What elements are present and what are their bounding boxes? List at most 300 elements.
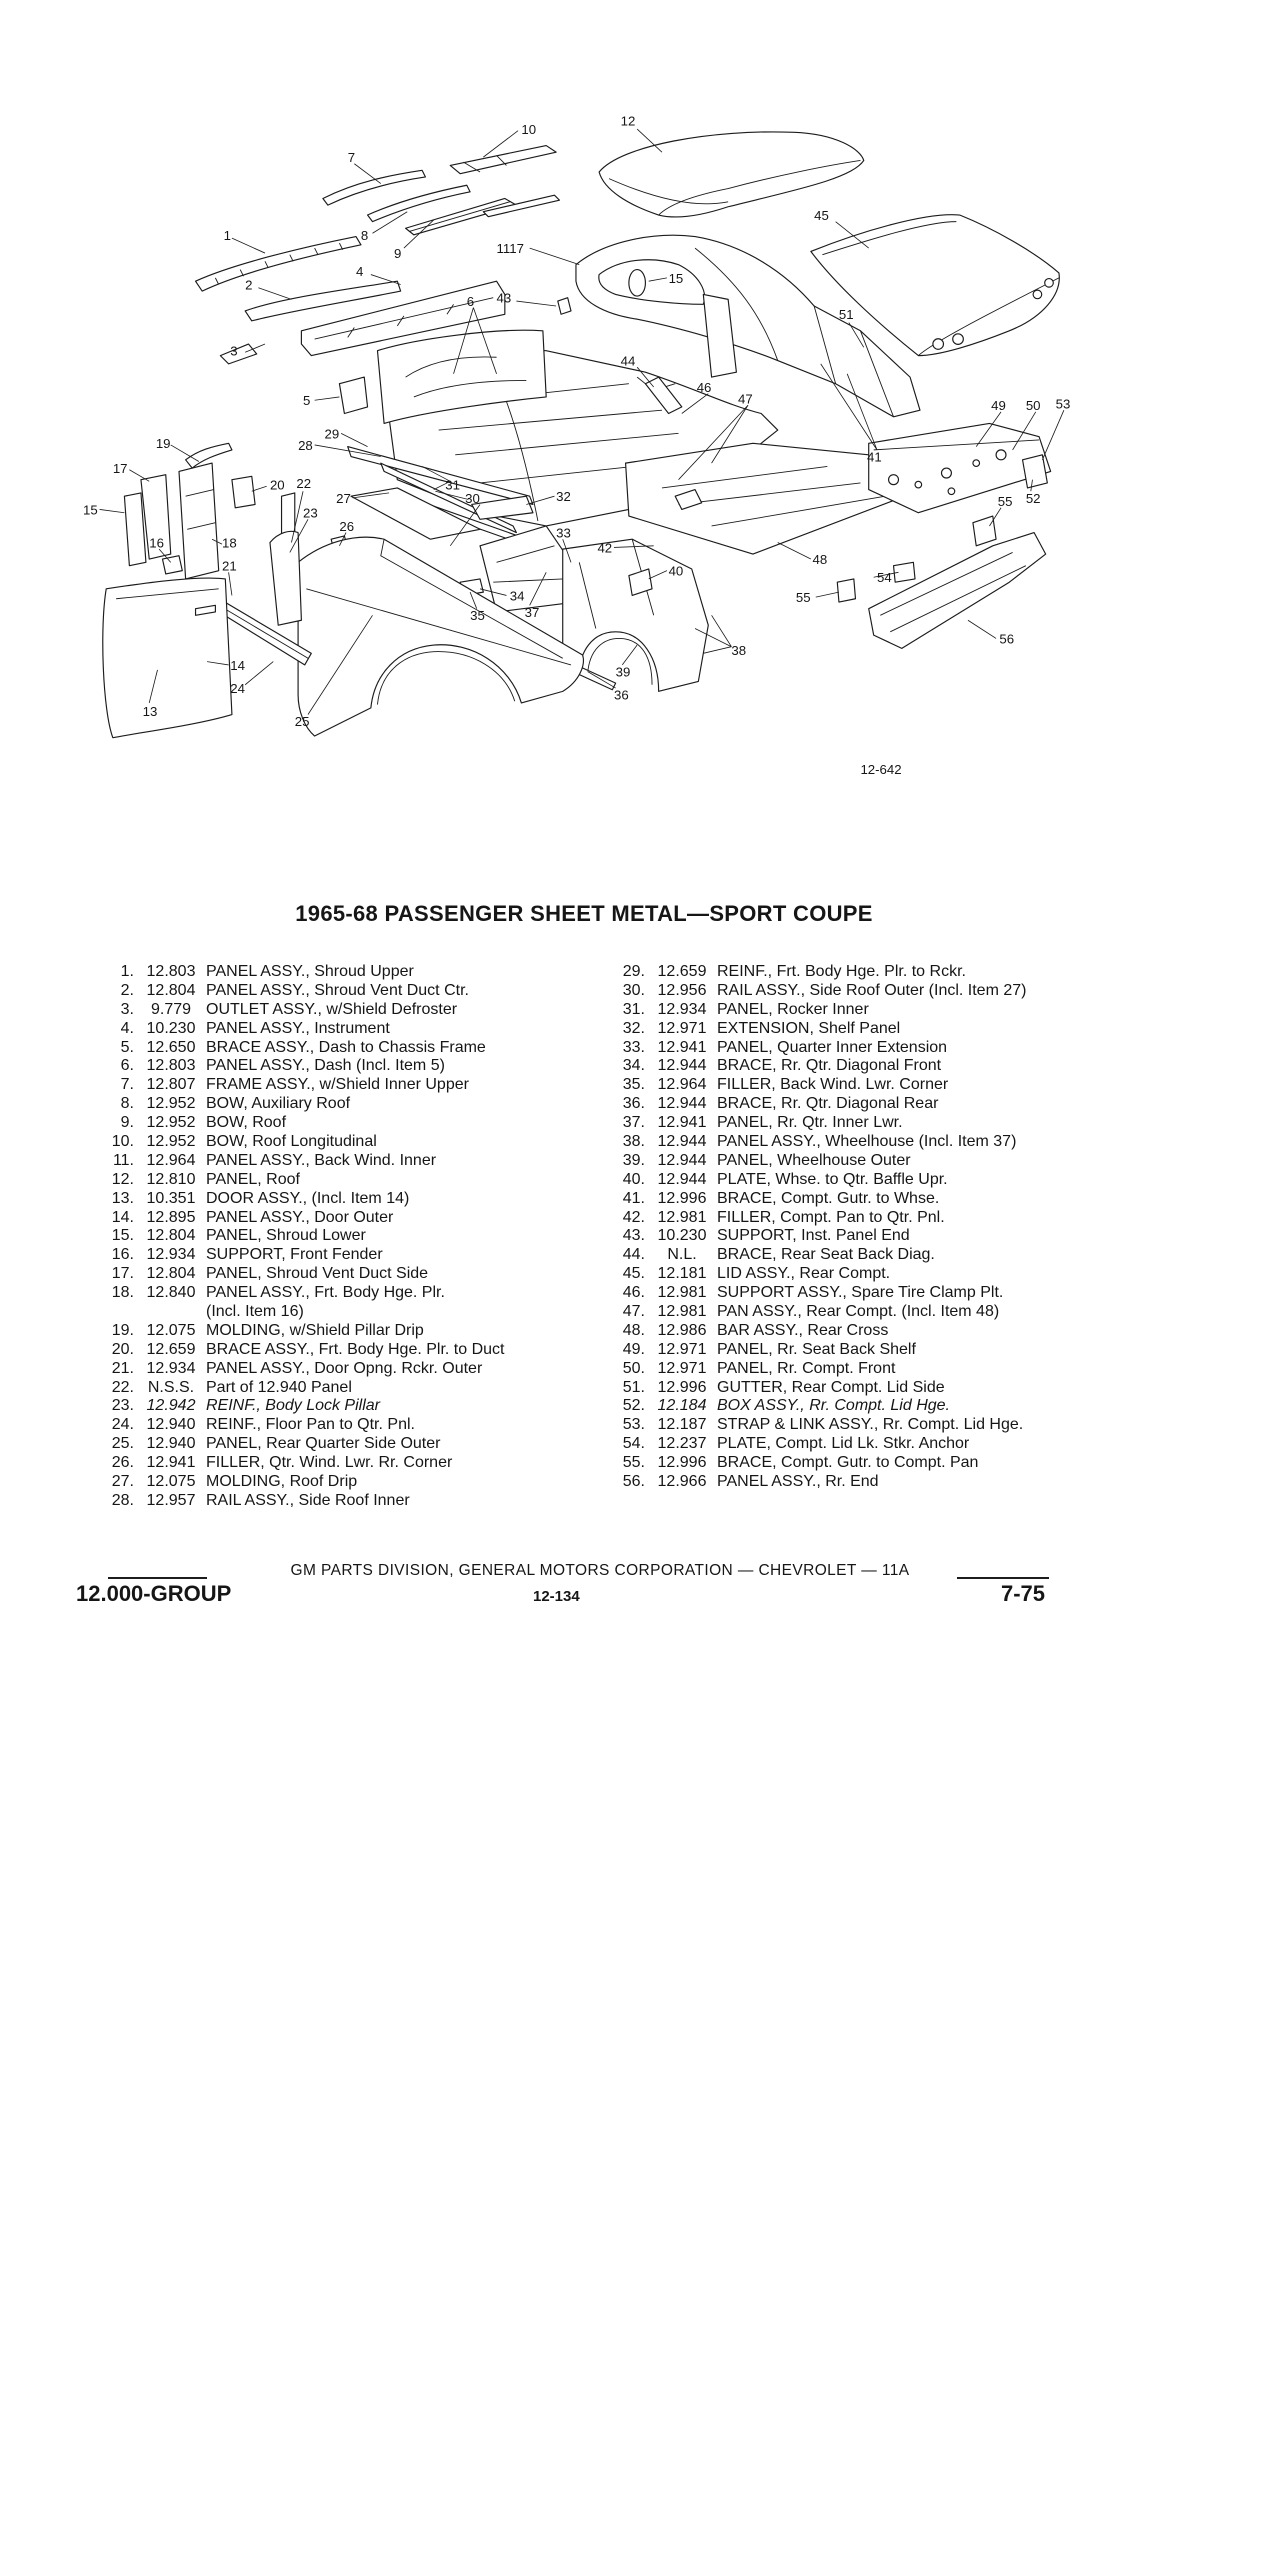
part-number: 12.804	[146, 981, 196, 999]
parts-list-row	[88, 1284, 505, 1303]
part-number: 12.986	[657, 1321, 707, 1339]
callout-52: 52	[1025, 490, 1041, 506]
part-description: RAIL ASSY., Side Roof Inner	[206, 1491, 410, 1509]
exploded-body-diagram	[0, 0, 1271, 827]
part-number: 12.964	[146, 1151, 196, 1169]
part-description: Part of 12.940 Panel	[206, 1378, 352, 1396]
item-number: 37.	[622, 1114, 645, 1132]
item-number: 31.	[622, 1000, 645, 1018]
part-description: FILLER, Compt. Pan to Qtr. Pnl.	[717, 1208, 945, 1226]
part-description: LID ASSY., Rear Compt.	[717, 1265, 891, 1283]
item-number: 27.	[111, 1473, 134, 1491]
item-number: 25.	[111, 1435, 134, 1453]
figure-id: 12-642	[860, 762, 902, 778]
callout-21: 21	[222, 558, 237, 574]
parts-list-row	[88, 1152, 505, 1171]
callout-35: 35	[470, 608, 485, 624]
item-number: 23.	[111, 1397, 134, 1415]
part-number: 10.230	[657, 1227, 707, 1245]
part-number: 12.996	[657, 1454, 707, 1472]
part-door-assembly	[103, 578, 232, 738]
parts-list-left-column	[88, 963, 505, 1511]
item-number: 17.	[111, 1265, 134, 1283]
part-number: 12.804	[146, 1227, 196, 1245]
parts-list-row	[599, 1133, 1026, 1152]
parts-list-row	[599, 963, 1026, 982]
part-description: BRACE ASSY., Dash to Chassis Frame	[206, 1038, 486, 1056]
part-number: 12.934	[146, 1359, 196, 1377]
part-description: PANEL ASSY., Back Wind. Inner	[206, 1151, 437, 1169]
callout-27: 27	[336, 490, 351, 506]
callout-25: 25	[294, 714, 310, 730]
callout-54: 54	[876, 570, 892, 586]
part-description: BAR ASSY., Rear Cross	[717, 1321, 889, 1339]
part-number: 12.966	[657, 1473, 707, 1491]
part-number: 10.230	[146, 1019, 196, 1037]
item-number: 22.	[111, 1378, 134, 1396]
part-number: 12.952	[146, 1133, 196, 1151]
part-number: 12.971	[657, 1019, 707, 1037]
part-number: 12.981	[657, 1284, 707, 1302]
item-number: 47.	[622, 1303, 645, 1321]
part-description: SUPPORT, Front Fender	[206, 1246, 383, 1264]
part-description: FILLER, Back Wind. Lwr. Corner	[717, 1076, 949, 1094]
parts-list-right-column	[599, 963, 1026, 1492]
part-description: PANEL, Shroud Vent Duct Side	[206, 1265, 429, 1283]
item-number: 38.	[622, 1133, 645, 1151]
part-description: PANEL, Rocker Inner	[717, 1000, 869, 1018]
item-number: 2.	[120, 981, 134, 999]
item-number: 16.	[111, 1246, 134, 1264]
parts-list-row	[88, 1190, 505, 1209]
callout-10: 10	[521, 121, 537, 137]
item-number: 41.	[622, 1189, 645, 1207]
callout-11-17: 1117	[496, 241, 525, 257]
callout-39: 39	[615, 664, 631, 680]
part-description-continued: (Incl. Item 16)	[206, 1303, 304, 1321]
item-number: 29.	[622, 963, 645, 980]
callout-9: 9	[394, 246, 402, 262]
part-description: PLATE, Compt. Lid Lk. Stkr. Anchor	[717, 1435, 970, 1453]
item-number: 53.	[622, 1416, 645, 1434]
part-number: 12.650	[146, 1038, 196, 1056]
callout-23: 23	[303, 505, 318, 521]
part-description: REINF., Floor Pan to Qtr. Pnl.	[206, 1416, 415, 1434]
callout-22: 22	[296, 475, 312, 491]
item-number: 8.	[120, 1095, 134, 1113]
item-number: 1.	[120, 963, 134, 980]
callout-28: 28	[298, 437, 313, 453]
callout-4: 4	[355, 264, 364, 280]
parts-list-row	[599, 1246, 1026, 1265]
parts-list-row	[599, 1171, 1026, 1190]
callout-29: 29	[324, 426, 340, 442]
part-number: 12.940	[146, 1416, 196, 1434]
part-number: 12.187	[657, 1416, 707, 1434]
parts-list-row	[599, 1057, 1026, 1076]
parts-list-row	[88, 1171, 505, 1190]
item-number: 45.	[622, 1265, 645, 1283]
part-number: 12.942	[146, 1397, 196, 1415]
parts-list-row	[88, 1397, 505, 1416]
part-description: STRAP & LINK ASSY., Rr. Compt. Lid Hge.	[717, 1416, 1024, 1434]
item-number: 5.	[120, 1038, 134, 1056]
part-description: BRACE, Compt. Gutr. to Whse.	[717, 1189, 940, 1207]
footer-rule-left	[108, 1577, 207, 1579]
callout-51: 51	[838, 307, 854, 323]
parts-list-row	[599, 1341, 1026, 1360]
item-number: 30.	[622, 981, 645, 999]
item-number: 26.	[111, 1454, 134, 1472]
parts-list-row	[88, 1454, 505, 1473]
part-number: 12.075	[146, 1321, 196, 1339]
part-description: PANEL, Quarter Inner Extension	[717, 1038, 948, 1056]
item-number: 36.	[622, 1095, 645, 1113]
item-number: 44.	[622, 1246, 645, 1264]
parts-list-row	[599, 1020, 1026, 1039]
item-number: 54.	[622, 1435, 645, 1453]
callout-32: 32	[556, 489, 571, 505]
part-description: EXTENSION, Shelf Panel	[717, 1019, 901, 1037]
callout-56: 56	[999, 631, 1015, 647]
item-number: 9.	[120, 1114, 134, 1132]
part-number: 12.956	[657, 981, 707, 999]
footer-division: GM PARTS DIVISION, GENERAL MOTORS CORPORATION — CHEVROLET — 11A	[290, 1562, 910, 1579]
part-number: 12.659	[657, 963, 707, 980]
part-number: 12.940	[146, 1435, 196, 1453]
item-number: 13.	[111, 1189, 134, 1207]
item-number: 49.	[622, 1340, 645, 1358]
item-number: 50.	[622, 1359, 645, 1377]
part-number: 12.934	[146, 1246, 196, 1264]
parts-list-row	[599, 1001, 1026, 1020]
parts-list-row	[88, 1473, 505, 1492]
callout-15-lower: 15	[83, 502, 98, 518]
callout-24: 24	[230, 681, 245, 697]
item-number: 18.	[111, 1284, 134, 1302]
parts-list-row	[599, 1473, 1026, 1492]
parts-list-row	[88, 1227, 505, 1246]
parts-list-row	[599, 1435, 1026, 1454]
part-description: PAN ASSY., Rear Compt. (Incl. Item 48)	[717, 1303, 1000, 1321]
part-number: 12.981	[657, 1208, 707, 1226]
parts-list-row	[599, 1322, 1026, 1341]
part-description: MOLDING, Roof Drip	[206, 1473, 358, 1491]
item-number: 39.	[622, 1151, 645, 1169]
part-description: BOX ASSY., Rr. Compt. Lid Hge.	[717, 1397, 950, 1415]
part-number: 12.944	[657, 1057, 707, 1075]
parts-list-row	[599, 982, 1026, 1001]
parts-list-row	[599, 1209, 1026, 1228]
callout-44: 44	[620, 353, 636, 369]
item-number: 28.	[111, 1491, 134, 1509]
part-description: PANEL ASSY., Instrument	[206, 1019, 390, 1037]
callout-47: 47	[738, 391, 753, 407]
parts-list-row	[599, 1397, 1026, 1416]
part-number: 10.351	[146, 1189, 196, 1207]
callout-36: 36	[613, 687, 629, 703]
parts-list-row	[599, 1454, 1026, 1473]
part-description: PANEL ASSY., Shroud Upper	[206, 963, 414, 980]
callout-12: 12	[620, 113, 636, 129]
parts-list-row	[88, 1001, 505, 1020]
parts-list-row	[599, 1152, 1026, 1171]
part-description: PANEL, Shroud Lower	[206, 1227, 366, 1245]
item-number: 20.	[111, 1340, 134, 1358]
part-description: PANEL ASSY., Wheelhouse (Incl. Item 37)	[717, 1133, 1017, 1151]
part-description: RAIL ASSY., Side Roof Outer (Incl. Item 27)	[717, 981, 1027, 999]
parts-list-row	[88, 1246, 505, 1265]
footer-group: 12.000-GROUP	[76, 1581, 232, 1606]
part-number: 12.941	[657, 1114, 707, 1132]
part-number: 12.957	[146, 1491, 196, 1509]
part-description: GUTTER, Rear Compt. Lid Side	[717, 1378, 945, 1396]
parts-list-row-continuation	[88, 1303, 505, 1322]
item-number: 7.	[120, 1076, 134, 1094]
callout-5: 5	[303, 393, 311, 409]
callout-20: 20	[269, 477, 285, 493]
part-description: PANEL ASSY., Door Outer	[206, 1208, 394, 1226]
part-number: 12.659	[146, 1340, 196, 1358]
callout-42: 42	[597, 540, 613, 556]
item-number: 21.	[111, 1359, 134, 1377]
part-number: 12.941	[146, 1454, 196, 1472]
callout-31: 31	[445, 477, 461, 493]
part-number: 12.810	[146, 1170, 196, 1188]
part-number: 12.944	[657, 1170, 707, 1188]
part-description: PANEL ASSY., Rr. End	[717, 1473, 879, 1491]
part-number: N.S.S.	[147, 1378, 195, 1396]
item-number: 43.	[622, 1227, 645, 1245]
part-description: BRACE, Compt. Gutr. to Compt. Pan	[717, 1454, 979, 1472]
part-description: REINF., Body Lock Pillar	[206, 1397, 380, 1415]
parts-list-row	[88, 1076, 505, 1095]
part-number: 12.803	[146, 963, 196, 980]
part-number: 12.964	[657, 1076, 707, 1094]
parts-list-row	[88, 1341, 505, 1360]
callout-2: 2	[245, 277, 253, 293]
parts-list-row	[599, 1076, 1026, 1095]
callout-19: 19	[155, 436, 171, 452]
part-description: PANEL, Rear Quarter Side Outer	[206, 1435, 441, 1453]
part-roof-panel	[599, 132, 864, 217]
part-description: PANEL ASSY., Dash (Incl. Item 5)	[206, 1057, 445, 1075]
item-number: 51.	[622, 1378, 645, 1396]
part-description: REINF., Frt. Body Hge. Plr. to Rckr.	[717, 963, 966, 980]
parts-list-row	[88, 1322, 505, 1341]
callout-26: 26	[339, 518, 355, 534]
callout-50: 50	[1025, 398, 1041, 414]
part-number: 12.075	[146, 1473, 196, 1491]
part-description: FILLER, Qtr. Wind. Lwr. Rr. Corner	[206, 1454, 453, 1472]
parts-list-row	[88, 1020, 505, 1039]
parts-list-row	[88, 1095, 505, 1114]
parts-list-row	[88, 982, 505, 1001]
item-number: 14.	[111, 1208, 134, 1226]
callout-34: 34	[509, 588, 525, 604]
part-description: SUPPORT, Inst. Panel End	[717, 1227, 910, 1245]
item-number: 46.	[622, 1284, 645, 1302]
item-number: 11.	[112, 1151, 134, 1169]
part-description: DOOR ASSY., (Incl. Item 14)	[206, 1189, 410, 1207]
parts-list-row	[88, 1114, 505, 1133]
part-description: PANEL, Rr. Qtr. Inner Lwr.	[717, 1114, 903, 1132]
callout-46: 46	[696, 379, 712, 395]
part-number: 12.807	[146, 1076, 196, 1094]
callout-37: 37	[524, 604, 540, 620]
callout-1: 1	[223, 227, 232, 243]
callout-40: 40	[668, 563, 684, 579]
part-description: PANEL, Wheelhouse Outer	[717, 1151, 911, 1169]
parts-list-row	[88, 1492, 505, 1511]
item-number: 48.	[622, 1321, 645, 1339]
part-number: 9.779	[150, 1000, 192, 1018]
parts-list-row	[599, 1379, 1026, 1398]
parts-list-row	[88, 1265, 505, 1284]
parts-list-row	[599, 1416, 1026, 1435]
part-number: 12.971	[657, 1340, 707, 1358]
footer-rule-right	[957, 1577, 1049, 1579]
callout-6: 6	[466, 293, 475, 309]
footer-page-number: 12-134	[533, 1588, 580, 1605]
item-number: 34.	[622, 1057, 645, 1075]
callout-3: 3	[230, 343, 238, 359]
part-description: FRAME ASSY., w/Shield Inner Upper	[206, 1076, 469, 1094]
part-number: 12.971	[657, 1359, 707, 1377]
callout-15-upper: 15	[668, 270, 684, 286]
callout-13: 13	[142, 704, 158, 720]
callout-17: 17	[112, 461, 128, 477]
part-number: 12.184	[657, 1397, 707, 1415]
parts-list-row	[88, 1416, 505, 1435]
part-roof-bows	[323, 146, 560, 235]
part-description: PANEL ASSY., Door Opng. Rckr. Outer	[206, 1359, 483, 1377]
callout-49: 49	[991, 398, 1006, 414]
parts-list-row	[88, 1039, 505, 1058]
part-description: PANEL ASSY., Shroud Vent Duct Ctr.	[206, 981, 469, 999]
part-number: 12.944	[657, 1095, 707, 1113]
part-number: 12.803	[146, 1057, 196, 1075]
item-number: 15.	[111, 1227, 134, 1245]
callout-55-lower: 55	[795, 590, 811, 606]
item-number: 3.	[120, 1000, 134, 1018]
part-number: 12.996	[657, 1378, 707, 1396]
item-number: 40.	[622, 1170, 645, 1188]
part-description: BRACE ASSY., Frt. Body Hge. Plr. to Duct	[206, 1340, 505, 1358]
part-number: 12.895	[146, 1208, 196, 1226]
callout-55-upper: 55	[997, 494, 1013, 510]
part-description: PANEL, Roof	[206, 1170, 300, 1188]
callout-41: 41	[867, 449, 882, 465]
item-number: 12.	[111, 1170, 134, 1188]
parts-list-row	[599, 1039, 1026, 1058]
callout-33: 33	[556, 525, 571, 541]
callout-48: 48	[812, 552, 828, 568]
part-description: PLATE, Whse. to Qtr. Baffle Upr.	[717, 1170, 948, 1188]
part-number: 12.944	[657, 1133, 707, 1151]
footer-date: 7-75	[1001, 1581, 1046, 1606]
part-number: 12.981	[657, 1303, 707, 1321]
part-number: 12.237	[657, 1435, 707, 1453]
part-rear-end-panel	[837, 516, 1045, 648]
callout-8: 8	[360, 227, 369, 243]
part-description: PANEL ASSY., Frt. Body Hge. Plr.	[206, 1284, 445, 1302]
item-number: 42.	[622, 1208, 645, 1226]
parts-list-row	[599, 1190, 1026, 1209]
part-number: 12.181	[657, 1265, 707, 1283]
parts-list-row	[88, 1209, 505, 1228]
part-number: 12.934	[657, 1000, 707, 1018]
callout-30: 30	[465, 490, 480, 506]
part-number: 12.996	[657, 1189, 707, 1207]
part-number: N.L.	[667, 1246, 697, 1264]
parts-list-row	[599, 1114, 1026, 1133]
callout-18: 18	[222, 535, 237, 551]
item-number: 52.	[622, 1397, 645, 1415]
page-title: 1965-68 PASSENGER SHEET METAL—SPORT COUPE	[295, 901, 873, 926]
part-number: 12.840	[146, 1284, 196, 1302]
part-number: 12.952	[146, 1114, 196, 1132]
part-description: BOW, Roof Longitudinal	[206, 1133, 377, 1151]
item-number: 10.	[111, 1133, 134, 1151]
callout-38: 38	[731, 642, 747, 658]
parts-list-row	[599, 1284, 1026, 1303]
item-number: 4.	[120, 1019, 134, 1037]
parts-list-row	[599, 1265, 1026, 1284]
parts-list-row	[88, 1133, 505, 1152]
part-description: BRACE, Rr. Qtr. Diagonal Front	[717, 1057, 942, 1075]
part-description: SUPPORT ASSY., Spare Tire Clamp Plt.	[717, 1284, 1004, 1302]
parts-list-row	[88, 1435, 505, 1454]
part-number: 12.944	[657, 1151, 707, 1169]
part-number: 12.952	[146, 1095, 196, 1113]
callout-7: 7	[347, 150, 356, 166]
part-description: MOLDING, w/Shield Pillar Drip	[206, 1321, 424, 1339]
item-number: 24.	[111, 1416, 134, 1434]
item-number: 32.	[622, 1019, 645, 1037]
part-description: OUTLET ASSY., w/Shield Defroster	[206, 1000, 458, 1018]
part-description: PANEL, Rr. Seat Back Shelf	[717, 1340, 916, 1358]
item-number: 56.	[622, 1473, 645, 1491]
parts-list-row	[88, 1360, 505, 1379]
callout-14: 14	[230, 657, 245, 673]
item-number: 19.	[111, 1321, 134, 1339]
part-number: 12.941	[657, 1038, 707, 1056]
item-number: 55.	[622, 1454, 645, 1472]
part-rear-seat-back-shelf	[869, 423, 1051, 512]
callout-45: 45	[814, 207, 829, 223]
item-number: 6.	[120, 1057, 134, 1075]
parts-list-row	[88, 963, 505, 982]
callout-53: 53	[1055, 396, 1071, 412]
parts-list-row	[599, 1227, 1026, 1246]
parts-list-row	[599, 1303, 1026, 1322]
part-description: BRACE, Rr. Qtr. Diagonal Rear	[717, 1095, 939, 1113]
part-description: PANEL, Rr. Compt. Front	[717, 1359, 896, 1377]
part-description: BOW, Auxiliary Roof	[206, 1095, 351, 1113]
part-description: BOW, Roof	[206, 1114, 287, 1132]
part-description: BRACE, Rear Seat Back Diag.	[717, 1246, 935, 1264]
parts-list-row	[88, 1057, 505, 1076]
callout-43: 43	[496, 290, 512, 306]
callout-16: 16	[149, 535, 164, 551]
parts-list-row	[88, 1379, 505, 1398]
part-number: 12.804	[146, 1265, 196, 1283]
parts-list-row	[599, 1095, 1026, 1114]
item-number: 35.	[622, 1076, 645, 1094]
parts-list-row	[599, 1360, 1026, 1379]
item-number: 33.	[622, 1038, 645, 1056]
